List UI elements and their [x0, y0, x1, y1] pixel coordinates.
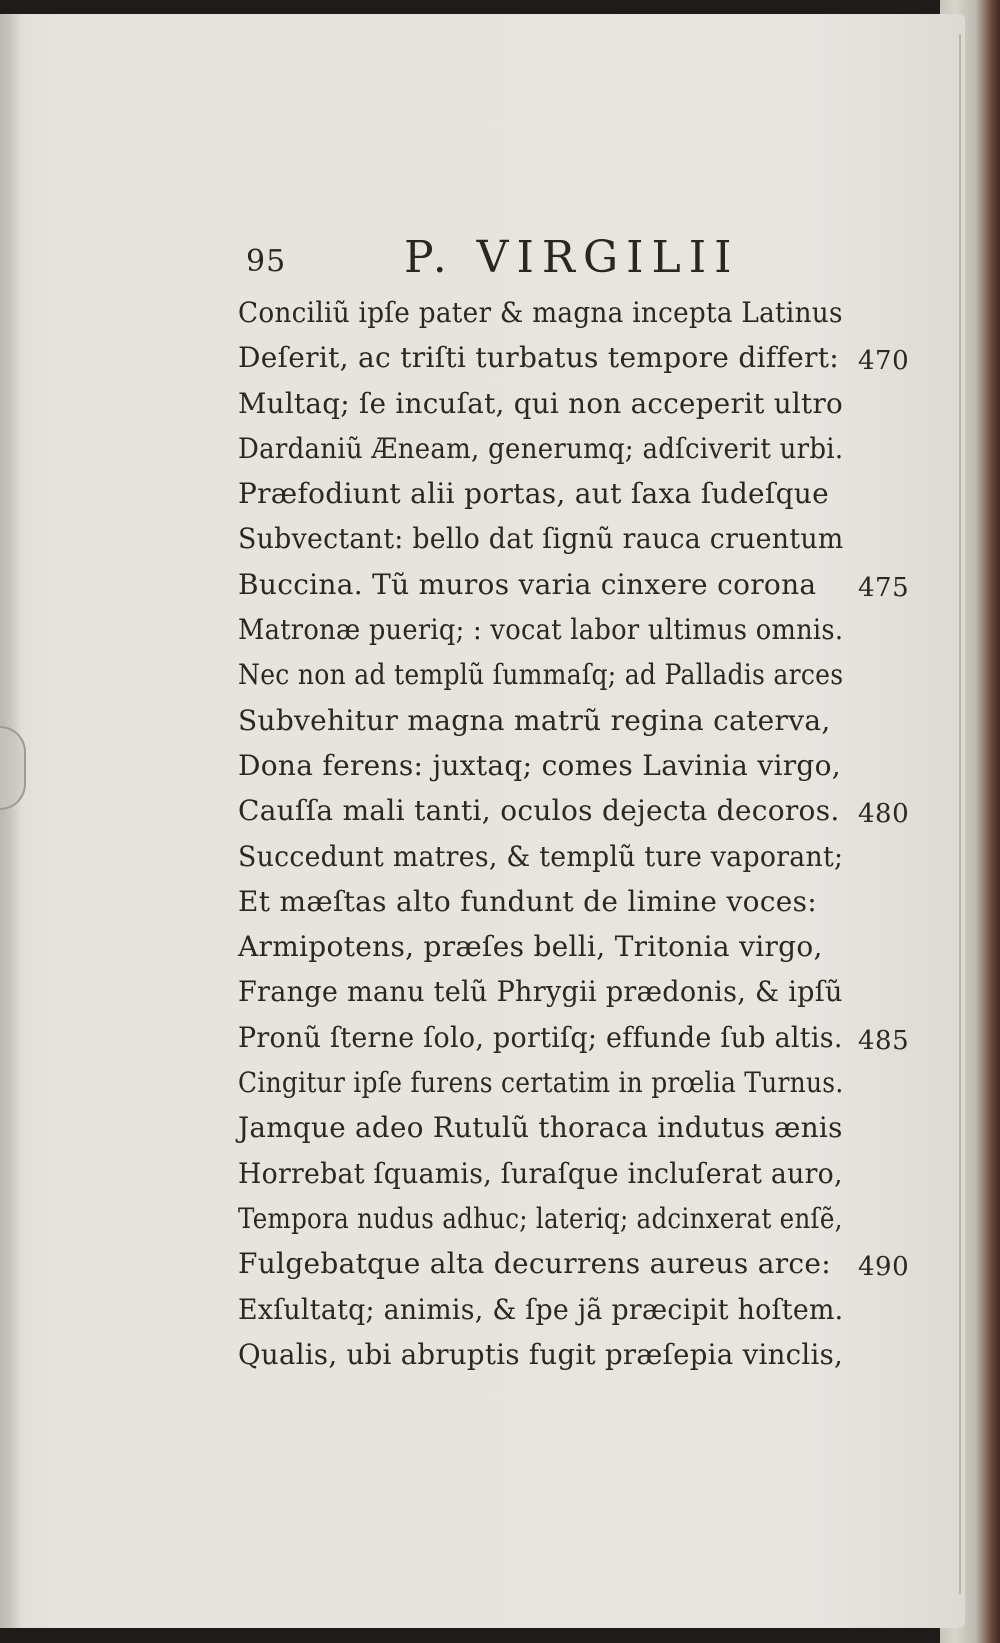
verse-text: Subvehitur magna matrũ regina caterva,	[238, 703, 831, 737]
verse-text: Multaq; ſe incuſat, qui non acceperit ultro	[238, 386, 844, 420]
verse-text: Frange manu telũ Phrygii prædonis, & ipſũ	[238, 975, 843, 1009]
verse-line	[238, 698, 898, 743]
verse-line	[238, 788, 910, 833]
line-number: 490	[858, 1252, 910, 1283]
verse-line	[238, 1151, 898, 1196]
verse-text: Horrebat ſquamis, ſuraſque incluſerat auro,	[238, 1156, 843, 1190]
verse-line	[238, 969, 898, 1014]
clip-mark	[0, 726, 26, 810]
verse-text: Nec non ad templũ ſummaſq; ad Palladis arces	[238, 658, 844, 692]
verse-text: Subvectant: bello dat ſignũ rauca cruentum	[238, 522, 844, 556]
verse-text: Conciliũ ipſe pater & magna incepta Latinus	[238, 296, 843, 329]
verse-text: Deſerit, ac triſti turbatus tempore differt:	[238, 341, 839, 375]
verse-line	[238, 381, 898, 426]
verse-line	[238, 1105, 898, 1150]
page-header	[246, 232, 806, 292]
verse-text: Jamque adeo Rutulũ thoraca indutus ænis	[238, 1111, 843, 1145]
verse-line	[238, 1287, 898, 1332]
verse-text: Cingitur ipſe furens certatim in prœlia Turnus.	[238, 1066, 844, 1100]
verse-line	[238, 516, 898, 561]
verse-line	[238, 1015, 910, 1060]
verse-line	[238, 834, 898, 879]
verse-text: Fulgebatque alta decurrens aureus arce:	[238, 1247, 832, 1281]
verse-text: Exſultatq; animis, & ſpe jã præcipit hoſtem.	[238, 1292, 844, 1326]
line-number: 470	[858, 346, 910, 377]
verse-line	[238, 1332, 898, 1377]
verse-text: Buccina. Tũ muros varia cinxere corona	[238, 567, 817, 601]
verse-line	[238, 652, 898, 697]
verse-line	[238, 290, 898, 335]
verse-text: Dona ferens: juxtaq; comes Lavinia virgo,	[238, 748, 841, 782]
verse-text: Qualis, ubi abruptis fugit præſepia vinclis,	[238, 1337, 844, 1371]
verse-block	[238, 290, 910, 1377]
verse-text: Armipotens, præſes belli, Tritonia virgo,	[238, 930, 823, 964]
verse-text: Dardaniũ Æneam, generumq; adſciverit urbi.	[238, 431, 844, 465]
running-head: P. VIRGILII	[404, 232, 740, 283]
verse-text: Et mæſtas alto fundunt de limine voces:	[238, 884, 818, 918]
verse-line	[238, 335, 910, 380]
page-edge-line	[959, 34, 961, 1594]
verse-text: Tempora nudus adhuc; lateriq; adcinxerat enſẽ,	[238, 1201, 843, 1235]
page-number: 95	[246, 244, 287, 279]
verse-line	[238, 562, 910, 607]
verse-line	[238, 1196, 898, 1241]
page-gutter-shadow	[0, 14, 22, 1628]
verse-line	[238, 426, 898, 471]
verse-line	[238, 471, 898, 516]
verse-text: Matronæ pueriq; : vocat labor ultimus omnis.	[238, 613, 844, 647]
line-number: 475	[858, 572, 910, 603]
verse-line	[238, 924, 898, 969]
verse-line	[238, 607, 898, 652]
line-number: 485	[858, 1025, 910, 1056]
verse-line	[238, 743, 898, 788]
verse-text: Præfodiunt alii portas, aut ſaxa ſudeſque	[238, 477, 830, 511]
book-page	[0, 14, 965, 1628]
verse-line	[238, 1241, 910, 1286]
verse-line	[238, 879, 898, 924]
verse-line	[238, 1060, 898, 1105]
verse-text: Cauſſa mali tanti, oculos dejecta decoros.	[238, 794, 840, 828]
verse-text: Pronũ ſterne ſolo, portiſq; effunde ſub altis.	[238, 1020, 843, 1054]
verse-text: Succedunt matres, & templũ ture vaporant;	[238, 839, 844, 873]
line-number: 480	[858, 799, 910, 830]
